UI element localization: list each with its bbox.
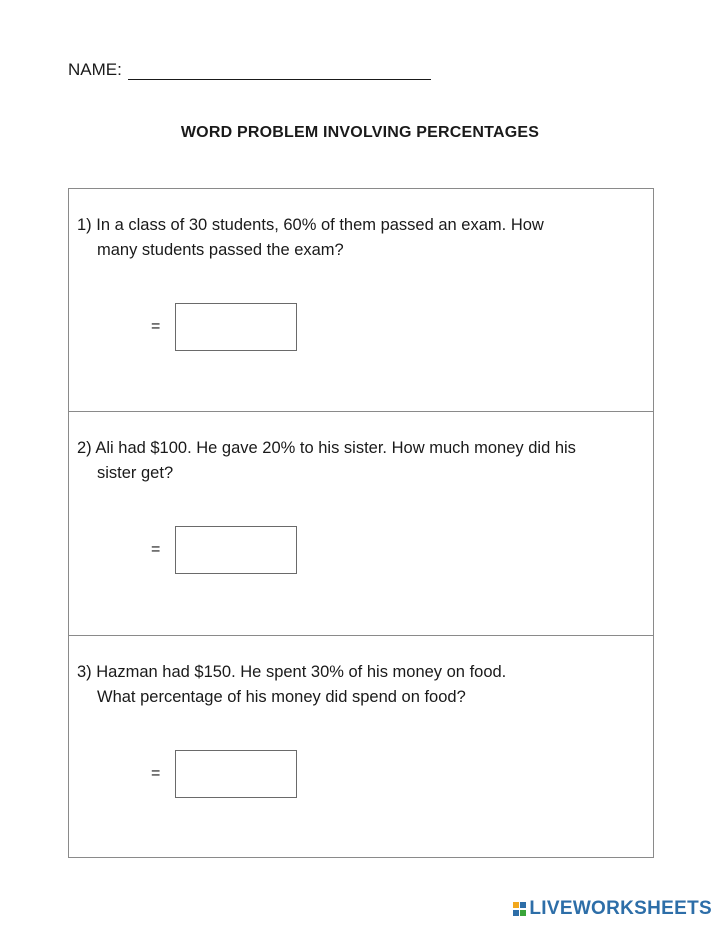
question-line: 2) Ali had $100. He gave 20% to his sister. How much money did his (77, 439, 576, 458)
problem-2 (69, 412, 653, 635)
question-line: sister get? (97, 464, 174, 483)
problem-3 (69, 636, 653, 859)
question-line: many students passed the exam? (97, 241, 344, 259)
answer-2-input[interactable] (175, 526, 297, 574)
equals-sign: = (151, 541, 161, 559)
answer-3-input[interactable] (175, 750, 297, 798)
answer-row (151, 303, 297, 351)
problem-2-question (77, 436, 647, 486)
equals-sign: = (151, 764, 161, 782)
problem-1 (69, 189, 653, 412)
answer-1-input[interactable] (175, 303, 297, 351)
name-label: NAME: (68, 60, 122, 79)
question-line: 1) In a class of 30 students, 60% of them passed an exam. How (77, 216, 544, 234)
page-title: WORD PROBLEM INVOLVING PERCENTAGES (180, 124, 540, 141)
liveworksheets-logo-icon (513, 901, 527, 917)
problem-3-question (77, 660, 647, 710)
answer-row (151, 750, 297, 798)
liveworksheets-brand (513, 898, 712, 920)
brand-name: LIVEWORKSHEETS (529, 898, 712, 919)
problems-table (68, 188, 654, 858)
name-underline (128, 61, 431, 80)
question-line: 3) Hazman had $150. He spent 30% of his money on food. (77, 662, 507, 681)
name-row (68, 60, 431, 80)
problem-1-question (77, 213, 647, 263)
equals-sign: = (151, 318, 161, 335)
question-line: What percentage of his money did spend on food? (97, 687, 466, 706)
answer-row (151, 526, 297, 574)
